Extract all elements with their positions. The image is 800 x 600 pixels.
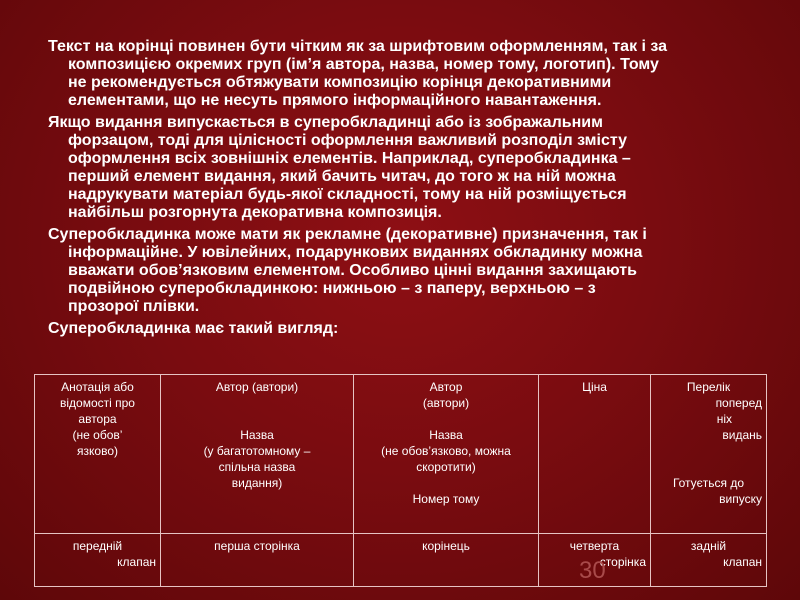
cell-text: перша сторінка (214, 539, 300, 553)
cell-spine-label (354, 534, 539, 587)
cell-text: язково) (77, 444, 118, 458)
paragraph-line: прозорої плівки. (68, 298, 200, 315)
cell-text: відомості про (60, 396, 135, 410)
cell-back-flap-label (651, 534, 767, 587)
paragraph-2 (48, 114, 768, 222)
cell-first-page-label (161, 534, 354, 587)
dust-jacket-table (34, 374, 767, 587)
paragraph-line: надрукувати матеріал будь-якої складності, тому на ній розміщується (68, 186, 627, 203)
paragraph-line: елементами, що не несуть прямого інформаційного навантаження. (68, 92, 602, 109)
paragraph-line: інформаційне. У ювілейних, подарункових виданнях обкладинку можна (68, 244, 643, 261)
table-row (35, 375, 767, 534)
cell-spine (354, 375, 539, 534)
cell-text: автора (78, 412, 117, 426)
paragraph-line: вважати обов’язковим елементом. Особливо цінні видання захищають (68, 262, 637, 279)
cell-text: поперед (715, 396, 762, 410)
paragraph-line: подвійною суперобкладинкою: нижньою – з паперу, верхньою – з (68, 280, 596, 297)
cell-front-flap-label (35, 534, 161, 587)
cell-text: (автори) (422, 396, 470, 410)
cell-text: спільна назва (218, 460, 296, 474)
paragraph-line: оформлення всіх зовнішніх елементів. Наприклад, суперобкладинка – (68, 150, 631, 167)
cell-text: (не обов’язково, можна (381, 444, 511, 458)
paragraph-line: Суперобкладинка має такий вигляд: (48, 320, 339, 337)
cell-text: передній (72, 539, 123, 553)
cell-text: клапан (117, 555, 156, 569)
cell-text: Автор (429, 380, 463, 394)
cell-text: сторінка (599, 555, 646, 569)
cell-text: ніх (716, 412, 732, 426)
paragraph-1 (48, 38, 768, 110)
cell-front-cover (161, 375, 354, 534)
cell-text: Назва (429, 428, 463, 442)
cell-text: Ціна (582, 380, 607, 394)
cell-text: корінець (422, 539, 470, 553)
cell-text: скоротити) (416, 460, 476, 474)
cell-text: Номер тому (412, 492, 480, 506)
cell-back-flap (651, 375, 767, 534)
cell-text: Автор (автори) (215, 380, 299, 394)
cell-text: видань (722, 428, 762, 442)
paragraph-line: Суперобкладинка може мати як рекламне (декоративне) призначення, так і (48, 226, 647, 243)
body-text (48, 38, 768, 342)
cell-text: Готується до (672, 476, 745, 490)
cell-text: видання) (231, 476, 283, 490)
paragraph-line: композицією окремих груп (ім’я автора, назва, номер тому, логотип). Тому (68, 56, 659, 73)
paragraph-4 (48, 320, 768, 338)
table-row (35, 534, 767, 587)
cell-text: (у багатотомному – (203, 444, 311, 458)
cell-text: четверта (569, 539, 620, 553)
paragraph-line: Текст на корінці повинен бути чітким як за шрифтовим оформленням, так і за (48, 38, 668, 55)
paragraph-line: форзацом, тоді для цілісності оформлення важливий розподіл змісту (68, 132, 627, 149)
paragraph-line: найбільш розгорнута декоративна композиція. (68, 204, 442, 221)
cell-text: (не обов’ (72, 428, 123, 442)
cell-text: Перелік (686, 380, 731, 394)
cell-text: Анотація або (61, 380, 134, 394)
cell-text: випуску (719, 492, 762, 506)
paragraph-3 (48, 226, 768, 316)
paragraph-line: не рекомендується обтяжувати композицію корінця декоративними (68, 74, 612, 91)
cell-text: Назва (240, 428, 274, 442)
paragraph-line: Якщо видання випускається в суперобкладинці або із зображальним (48, 114, 603, 131)
cell-text: клапан (723, 555, 762, 569)
cell-back-cover (539, 375, 651, 534)
paragraph-line: перший елемент видання, який бачить читач, до того ж на ній можна (68, 168, 616, 185)
cell-text: задній (690, 539, 727, 553)
page-number: 30 (579, 557, 606, 584)
cell-annotation (35, 375, 161, 534)
